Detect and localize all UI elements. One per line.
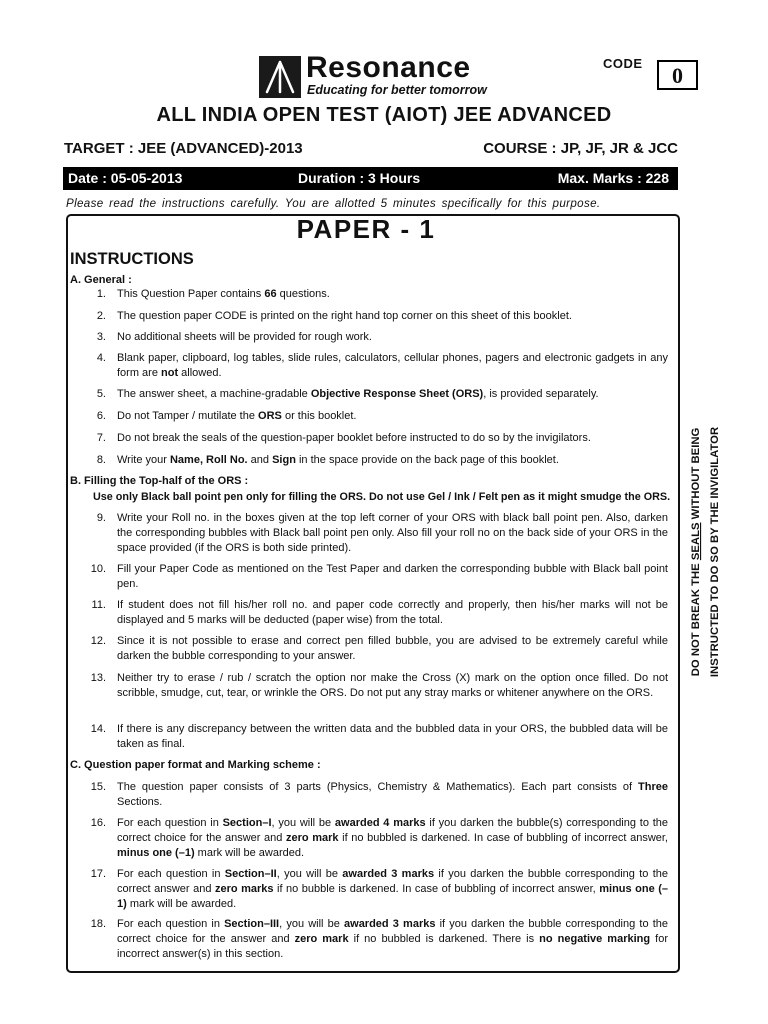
list-item-text: If student does not fill his/her roll no. and paper code correctly and properly, then his/her marks will not be displayed and 5 marks will be deducted (paper wise) from the total. [117, 599, 668, 627]
list-item [88, 453, 668, 468]
list-item-number: 3. [96, 331, 106, 343]
list-item-text: Neither try to erase / rub / scratch the option nor make the Cross (X) mark on the option once filled. Do not scribble, smudge, cut, tear, or wrinkle the ORS. Do not put any stray marks or whitener anywhere on the ORS. [117, 672, 668, 700]
code-box: 0 [657, 60, 698, 90]
instruction-note: Please read the instructions carefully. You are allotted 5 minutes specifically for this purpose. [66, 197, 601, 210]
list-item [88, 562, 668, 592]
list-item-number: 14. [90, 723, 106, 735]
list-item-number: 8. [96, 454, 106, 466]
list-item [88, 330, 668, 345]
list-item-text: Fill your Paper Code as mentioned on the Test Paper and darken the corresponding bubble with Black ball point pen. [117, 563, 668, 591]
max-marks-label: Max. Marks : 228 [557, 170, 669, 186]
list-item [88, 780, 668, 810]
list-item-number: 13. [90, 672, 106, 684]
section-c-title: C. Question paper format and Marking scheme : [70, 759, 321, 771]
list-item-number: 6. [96, 410, 106, 422]
list-item [88, 287, 668, 302]
seal-warning-line-1: DO NOT BREAK THE SEALS WITHOUT BEING [690, 427, 702, 677]
list-item-text: If there is any discrepancy between the written data and the bubbled data in your ORS, the bubbled data will be taken as final. [117, 723, 668, 751]
list-item [88, 816, 668, 862]
list-item-number: 15. [90, 781, 106, 793]
course-label: COURSE : JP, JF, JR & JCC [483, 140, 678, 157]
list-item [88, 409, 668, 424]
paper-title: PAPER - 1 [296, 214, 436, 244]
list-item-text: For each question in Section–I, you will be awarded 4 marks if you darken the bubble(s) corresponding to the correct choice for the answer and zero mark if no bubbled is darkened. In case of bubbling of incorrect answer, minus one (–1) mark will be awarded. [117, 817, 668, 860]
list-item-text: This Question Paper contains 66 questions. [117, 288, 330, 300]
target-label: TARGET : JEE (ADVANCED)-2013 [64, 140, 303, 157]
list-item-text: Do not break the seals of the question-paper booklet before instructed to do so by the invigilators. [117, 432, 591, 444]
code-label: CODE [603, 56, 643, 71]
list-item [88, 634, 668, 664]
list-item [88, 722, 668, 752]
instructions-heading: INSTRUCTIONS [70, 250, 194, 268]
list-item [88, 598, 668, 628]
list-item-number: 1. [96, 288, 106, 300]
list-item [88, 431, 668, 446]
list-item-text: Do not Tamper / mutilate the ORS or this booklet. [117, 410, 357, 422]
section-a-title: A. General : [70, 274, 132, 286]
list-item-text: Write your Roll no. in the boxes given at the top left corner of your ORS with black ball point pen. Also, darken the corresponding bubbles with Black ball point pen only. Also fill your roll no on the back side of your ORS in the space provided (if the ORS is both side printed). [117, 512, 668, 555]
brand-name: Resonance [306, 51, 471, 84]
list-item [88, 867, 668, 913]
list-item [88, 671, 668, 701]
section-b-title: B. Filling the Top-half of the ORS : [70, 475, 249, 487]
list-item-text: The question paper consists of 3 parts (Physics, Chemistry & Mathematics). Each part consists of Three Sections. [117, 781, 668, 809]
list-item [88, 511, 668, 557]
list-item-text: Since it is not possible to erase and correct pen filled bubble, you are advised to be extremely careful while darken the bubble corresponding to your answer. [117, 635, 668, 663]
list-item-number: 10. [90, 563, 106, 575]
list-item [88, 917, 668, 963]
list-item-text: For each question in Section–II, you will be awarded 3 marks if you darken the bubble corresponding to the correct answer and zero marks if no bubble is darkened. In case of bubbling of incorrect answer, minus one (–1) mark will be awarded. [117, 868, 668, 911]
list-item-number: 7. [96, 432, 106, 444]
list-item-text: Blank paper, clipboard, log tables, slide rules, calculators, cellular phones, pagers and electronic gadgets in any form are not allowed. [117, 352, 668, 380]
list-item-number: 9. [96, 512, 106, 524]
list-item-number: 11. [91, 599, 106, 611]
list-item-text: The question paper CODE is printed on the right hand top corner on this sheet of this booklet. [117, 310, 572, 322]
list-item-text: Write your Name, Roll No. and Sign in the space provide on the back page of this booklet. [117, 454, 559, 466]
list-item [88, 387, 668, 402]
info-bar [63, 167, 678, 190]
list-item-number: 5. [96, 388, 106, 400]
list-item-number: 17. [90, 868, 106, 880]
brand-tagline: Educating for better tomorrow [307, 83, 487, 97]
list-item-text: For each question in Section–III, you will be awarded 3 marks if you darken the bubble corresponding to the correct choice for the answer and zero mark if no bubbled is darkened. There is no negative marking for incorrect answer(s) in this section. [117, 918, 668, 961]
seal-warning [682, 418, 728, 686]
list-item-text: No additional sheets will be provided for rough work. [117, 331, 372, 343]
list-item [88, 351, 668, 381]
date-label: Date : 05-05-2013 [68, 170, 183, 186]
list-item-number: 18. [90, 918, 106, 930]
list-item [88, 309, 668, 324]
list-item-number: 2. [96, 310, 106, 322]
list-item-number: 12. [90, 635, 106, 647]
resonance-logo-icon [259, 56, 301, 98]
list-item-text: The answer sheet, a machine-gradable Objective Response Sheet (ORS), is provided separately. [117, 388, 599, 400]
page-title: ALL INDIA OPEN TEST (AIOT) JEE ADVANCED [156, 104, 612, 126]
list-item-number: 4. [96, 352, 106, 364]
list-item-number: 16. [90, 817, 106, 829]
seal-warning-line-2: INSTRUCTED TO DO SO BY THE INVIGILATOR [709, 426, 721, 678]
duration-label: Duration : 3 Hours [298, 170, 421, 186]
section-b-subtitle: Use only Black ball point pen only for filling the ORS. Do not use Gel / Ink / Felt pen as it might smudge the ORS. [93, 491, 671, 503]
